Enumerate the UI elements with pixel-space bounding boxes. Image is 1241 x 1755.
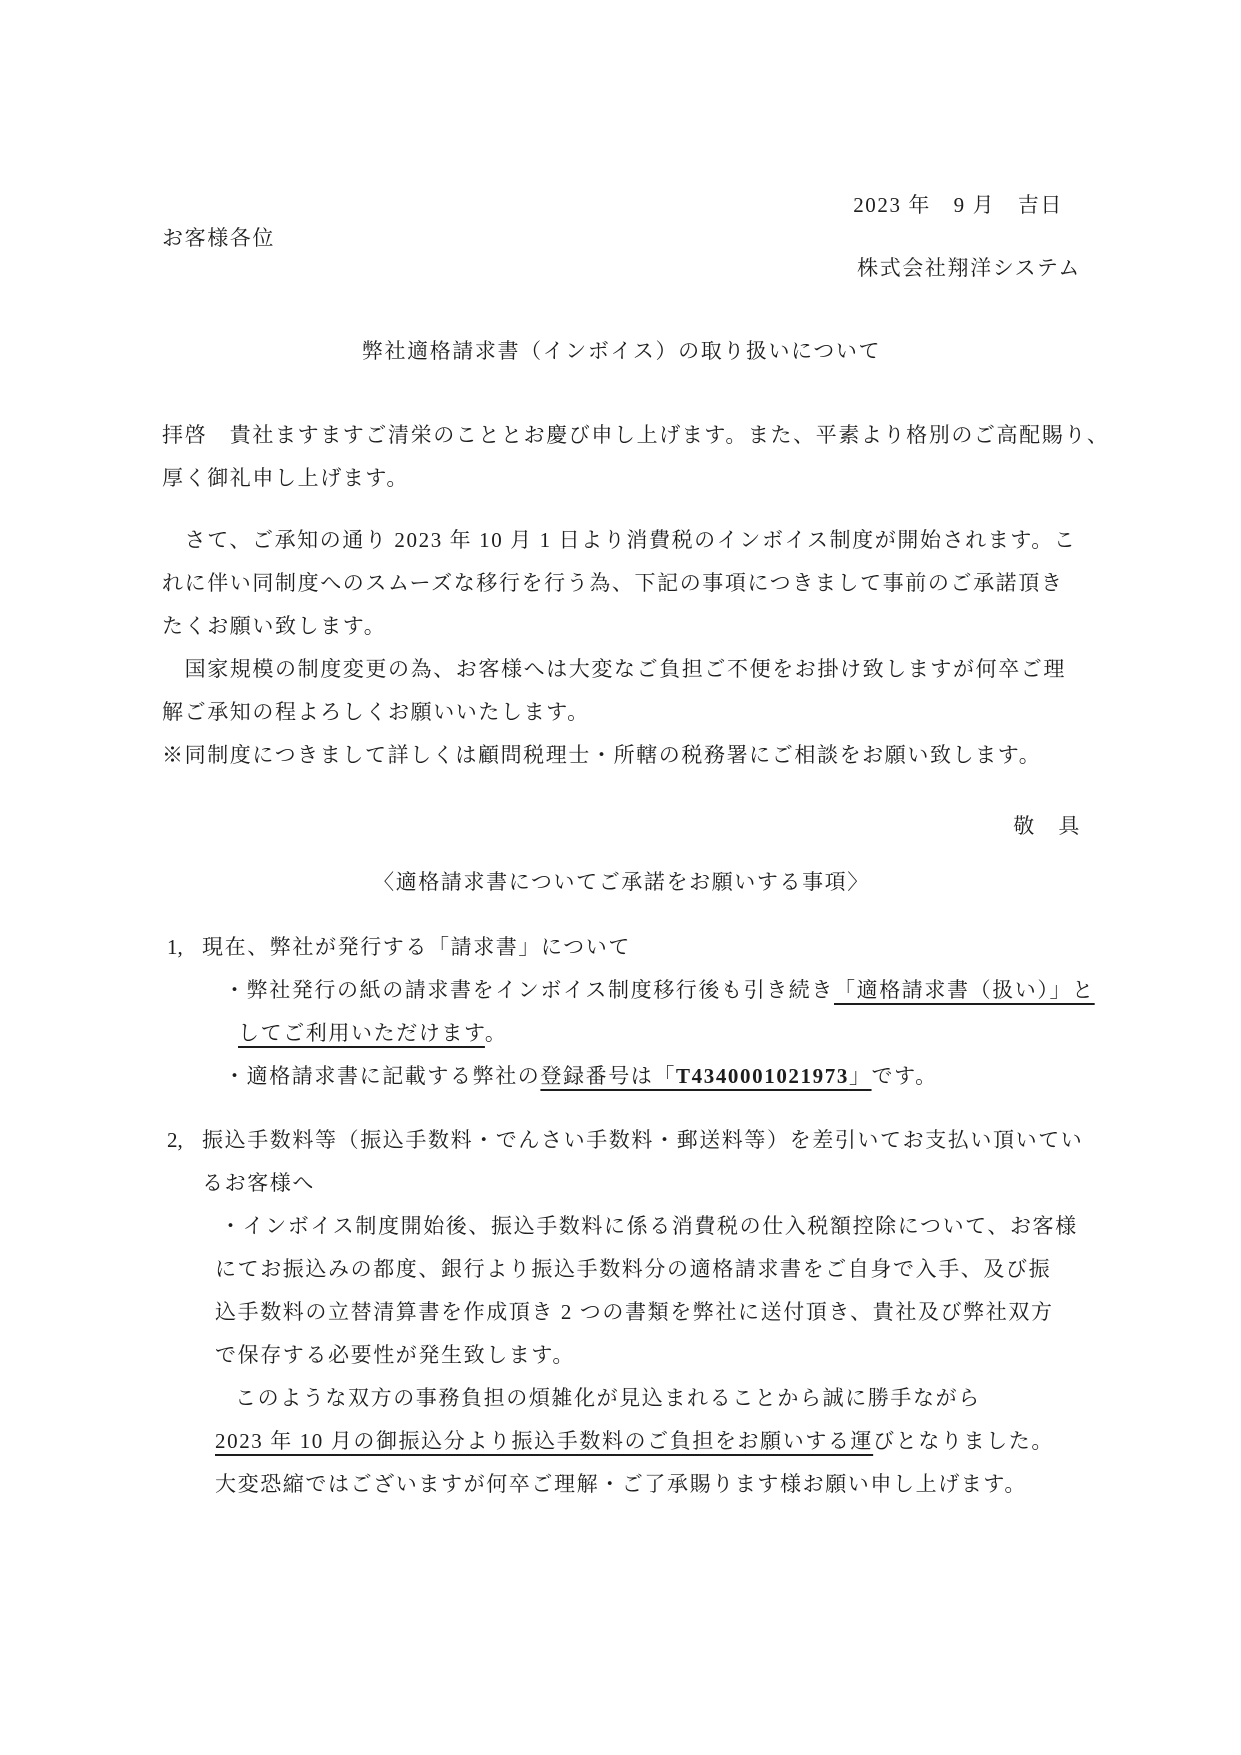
closing-block: [162, 805, 1081, 848]
underlined-text: 「適格請求書（扱い）」と: [834, 978, 1095, 1002]
registration-number: T4340001021973: [676, 1064, 849, 1088]
greeting-paragraph: [162, 414, 1110, 500]
bullet-text: 。: [484, 1021, 508, 1045]
subject-block: [162, 861, 1081, 904]
item-2-bullet-1-continuation: で保存する必要性が発生致します。: [215, 1343, 575, 1367]
item-1-bullet-1: [162, 969, 1095, 1012]
body-line: 解ご承知の程よろしくお願いいたします。: [162, 700, 590, 724]
document-title: 弊社適格請求書（インボイス）の取り扱いについて: [361, 339, 882, 363]
company-name: 株式会社翔洋システム: [857, 256, 1081, 280]
item-2: [162, 1119, 1084, 1506]
item-2-heading-continuation: るお客様へ: [202, 1171, 315, 1195]
item-2-number: 2,: [167, 1128, 183, 1152]
body-line: たくお願い致します。: [162, 614, 387, 638]
item-2-bullet-1: ・インボイス制度開始後、振込手数料に係る消費税の仕入税額控除について、お客様: [220, 1214, 1078, 1238]
title-block: [162, 330, 1081, 373]
item-2-heading: [162, 1119, 1084, 1162]
bullet-text: です。: [871, 1064, 938, 1088]
bullet-text: ・適格請求書に記載する弊社の: [224, 1064, 541, 1088]
underlined-text: 2023 年 10 月の御振込分より振込手数料のご負担をお願いする運: [215, 1429, 874, 1453]
subject-heading: 〈適格請求書についてご承諾をお願いする事項〉: [373, 870, 870, 894]
body-line: れに伴い同制度へのスムーズな移行を行う為、下記の事項につきまして事前のご承諾頂き: [162, 571, 1064, 595]
item-2-note-line: 大変恐縮ではございますが何卒ご理解・ご了承賜ります様お願い申し上げます。: [215, 1472, 1027, 1496]
greeting-line: 厚く御礼申し上げます。: [162, 466, 409, 490]
underlined-text: してご利用いただけます: [238, 1021, 485, 1045]
recipient-line: お客様各位: [162, 226, 275, 250]
underlined-text: 」: [848, 1064, 872, 1088]
item-2-bullet-1-continuation: にてお振込みの都度、銀行より振込手数料分の適格請求書をご自身で入手、及び振: [215, 1257, 1052, 1281]
body-line: 国家規模の制度変更の為、お客様へは大変なご負担ご不便をお掛け致しますが何卒ご理: [162, 657, 1066, 681]
item-1-bullet-1-continuation: [162, 1012, 1081, 1055]
item-1-number: 1,: [167, 935, 183, 959]
body-paragraph: [162, 519, 1081, 777]
item-2-note-line: このような双方の事務負担の煩雑化が見込まれることから誠に勝手ながら: [235, 1386, 981, 1410]
item-1-heading: [162, 926, 1081, 969]
body-note-line: ※同制度につきまして詳しくは顧問税理士・所轄の税務署にご相談をお願い致します。: [162, 743, 1042, 767]
item-2-note-underlined-line: [162, 1420, 1081, 1463]
closing-word: 敬 具: [1013, 814, 1081, 838]
item-1-heading-text: 現在、弊社が発行する「請求書」について: [202, 935, 631, 959]
underlined-text: 登録番号は「: [540, 1064, 677, 1088]
item-2-bullet-1-continuation: 込手数料の立替清算書を作成頂き 2 つの書類を弊社に送付頂き、貴社及び弊社双方: [215, 1300, 1054, 1324]
item-1: [162, 926, 1095, 1098]
item-2-heading-text: 振込手数料等（振込手数料・でんさい手数料・郵送料等）を差引いてお支払い頂いてい: [202, 1128, 1084, 1152]
greeting-line: 拝啓 貴社ますますご清栄のこととお慶び申し上げます。また、平素より格別のご高配賜り、: [162, 423, 1110, 447]
item-1-bullet-2: [162, 1055, 1081, 1098]
note-text: びとなりました。: [873, 1429, 1054, 1453]
bullet-text: ・弊社発行の紙の請求書をインボイス制度移行後も引き続き: [224, 978, 834, 1002]
body-line: さて、ご承知の通り 2023 年 10 月 1 日より消費税のインボイス制度が開始されます。こ: [162, 528, 1077, 552]
header-company-block: [162, 247, 1081, 290]
date-line: 2023 年 9 月 吉日: [853, 193, 1063, 217]
